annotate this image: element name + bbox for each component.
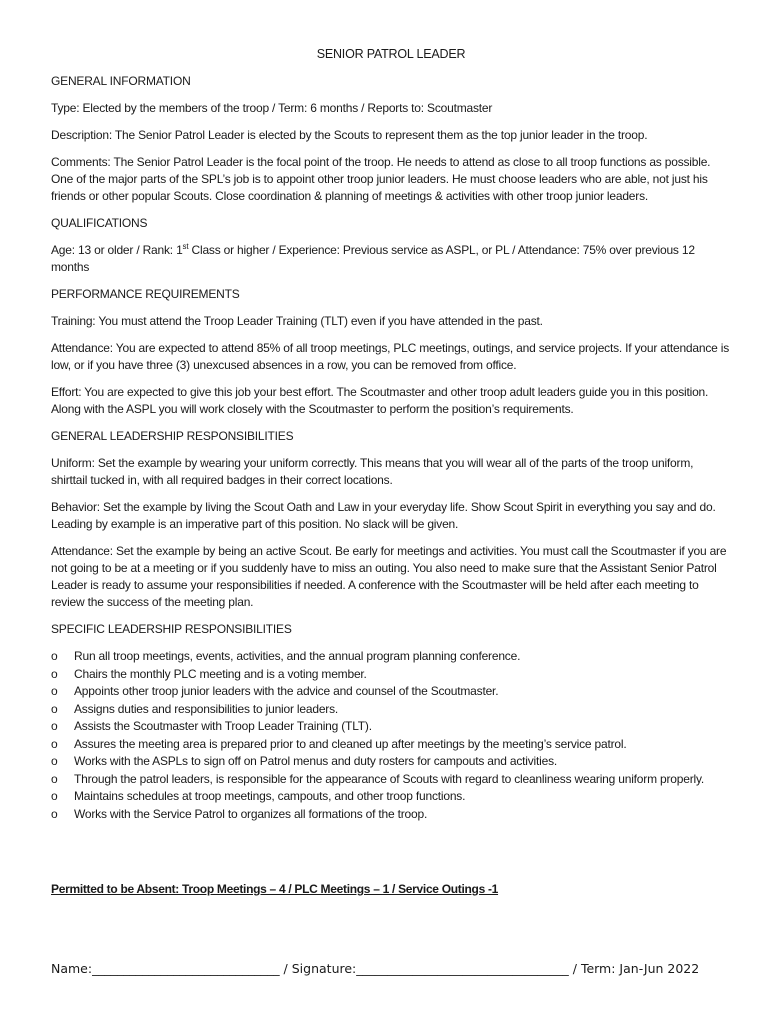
responsibility-text: Assures the meeting area is prepared prior to and cleaned up after meetings by the meeting’s service patrol. <box>74 736 627 751</box>
attendance-leadership-paragraph: Attendance: Set the example by being an active Scout. Be early for meetings and activities. You must call the Scoutmaster if you are not going to be at a meeting or if you suddenly have to miss an outing. You also need to make sure that the Assistant Senior Patrol Leader is ready to assume your responsibilities if needed. A conference with the Scoutmaster will be held after each meeting to review the success of the meeting plan. <box>51 544 727 609</box>
qualifications-text-end: Class or higher / Experience: Previous service as ASPL, or PL / Attendance: 75% over previous 12 months <box>51 243 695 274</box>
bullet-circle-icon: o <box>51 649 58 663</box>
responsibility-text: Maintains schedules at troop meetings, campouts, and other troop functions. <box>74 789 466 803</box>
effort-paragraph: Effort: You are expected to give this job your best effort. The Scoutmaster and other troop adult leaders guide you in this position. Along with the ASPL you will work closely with the Scoutmaster to perform the position’s requirements. <box>51 385 709 416</box>
qualifications-line <box>51 242 731 276</box>
responsibility-item <box>51 736 731 754</box>
bullet-circle-icon: o <box>51 736 58 751</box>
responsibility-text: Chairs the monthly PLC meeting and is a voting member. <box>74 666 367 681</box>
responsibility-text: Run all troop meetings, events, activities, and the annual program planning conference. <box>74 649 521 663</box>
qualifications-heading: QUALIFICATIONS <box>51 216 148 230</box>
document-title: SENIOR PATROL LEADER <box>316 47 466 61</box>
qualifications-text-start: Age: 13 or older / Rank: 1 <box>51 243 183 257</box>
training-paragraph: Training: You must attend the Troop Leader Training (TLT) even if you have attended in the past. <box>51 314 543 328</box>
description-paragraph: Description: The Senior Patrol Leader is elected by the Scouts to represent them as the top junior leader in the troop. <box>51 128 648 142</box>
responsibility-item <box>51 788 731 806</box>
bullet-circle-icon: o <box>51 806 58 821</box>
general-information-heading: GENERAL INFORMATION <box>51 74 191 88</box>
responsibility-item <box>51 753 731 771</box>
bullet-circle-icon: o <box>51 701 58 716</box>
responsibility-text: Through the patrol leaders, is responsible for the appearance of Scouts with regard to cleanliness wearing uniform properly. <box>74 771 705 786</box>
attendance-requirement-paragraph: Attendance: You are expected to attend 85% of all troop meetings, PLC meetings, outings, and service projects. If your attendance is low, or if you have three (3) unexcused absences in a row, you can be removed from office. <box>51 341 730 372</box>
bullet-circle-icon: o <box>51 684 58 698</box>
comments-paragraph: Comments: The Senior Patrol Leader is the focal point of the troop. He needs to attend as close to all troop functions as possible. One of the major parts of the SPL’s job is to appoint other troop junior leaders. He must choose leaders who are able, not just his friends or other popular Scouts. Close coordination & planning of meetings & activities with other troop junior leaders. <box>51 155 711 203</box>
bullet-circle-icon: o <box>51 789 58 803</box>
type-line: Type: Elected by the members of the troop / Term: 6 months / Reports to: Scoutmaster <box>51 101 493 115</box>
term-label: Term: Jan-Jun 2022 <box>580 961 700 976</box>
signature-field-line: Signature:__________________________________ / <box>291 961 581 976</box>
permitted-absences-line: Permitted to be Absent: Troop Meetings – 4 / PLC Meetings – 1 / Service Outings -1 <box>51 882 499 896</box>
general-leadership-heading: GENERAL LEADERSHIP RESPONSIBILITIES <box>51 429 294 443</box>
responsibility-text: Works with the Service Patrol to organizes all formations of the troop. <box>74 806 428 821</box>
responsibility-text: Appoints other troop junior leaders with the advice and counsel of the Scoutmaster. <box>74 684 499 698</box>
performance-requirements-heading: PERFORMANCE REQUIREMENTS <box>51 287 240 301</box>
behavior-paragraph: Behavior: Set the example by living the Scout Oath and Law in your everyday life. Show Scout Spirit in everything you say and do. Leading by example is an imperative part of this position. No slack will be given. <box>51 500 716 531</box>
responsibility-item <box>51 771 731 789</box>
responsibility-item <box>51 683 731 701</box>
bullet-circle-icon: o <box>51 719 58 733</box>
signature-footer <box>51 961 699 976</box>
uniform-paragraph: Uniform: Set the example by wearing your uniform correctly. This means that you will wear all of the parts of the troop uniform, shirttail tucked in, with all required badges in their correct locations. <box>51 456 694 487</box>
responsibility-item <box>51 648 731 666</box>
bullet-circle-icon: o <box>51 666 58 681</box>
responsibility-item <box>51 718 731 736</box>
responsibility-text: Assigns duties and responsibilities to junior leaders. <box>74 701 339 716</box>
responsibility-item <box>51 666 731 684</box>
responsibility-text: Assists the Scoutmaster with Troop Leader Training (TLT). <box>74 719 372 733</box>
name-field-line: Name:______________________________ / <box>51 961 292 976</box>
ordinal-suffix: st <box>182 242 189 251</box>
responsibilities-list <box>51 648 731 823</box>
responsibility-item <box>51 806 731 824</box>
responsibility-item <box>51 701 731 719</box>
bullet-circle-icon: o <box>51 771 58 786</box>
specific-leadership-heading: SPECIFIC LEADERSHIP RESPONSIBILITIES <box>51 622 292 636</box>
bullet-circle-icon: o <box>51 754 58 768</box>
responsibility-text: Works with the ASPLs to sign off on Patrol menus and duty rosters for campouts and activities. <box>74 754 558 768</box>
document-body <box>51 46 731 823</box>
